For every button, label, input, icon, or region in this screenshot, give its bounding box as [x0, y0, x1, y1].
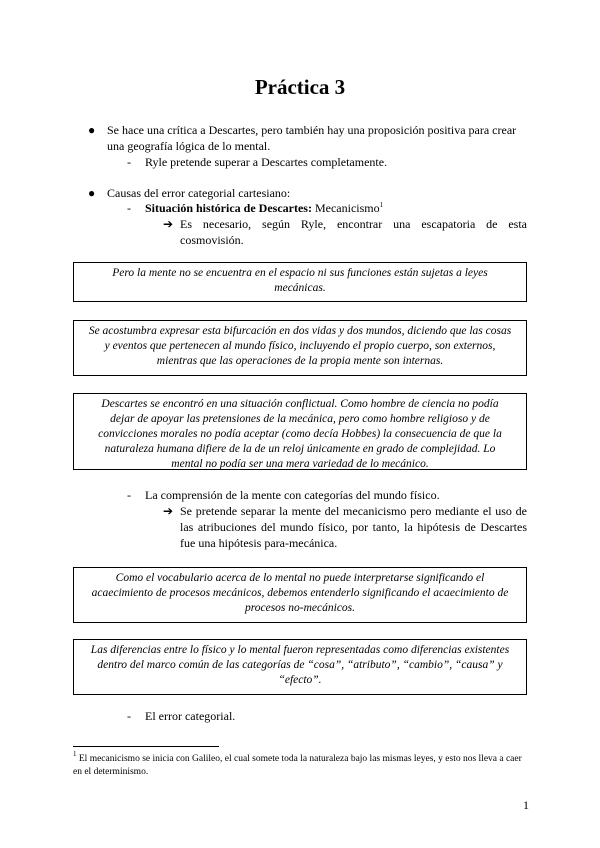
sub-item-ryle: Ryle pretende superar a Descartes completamente.: [145, 155, 388, 169]
sub-item-mechanism: Mecanicismo: [314, 201, 380, 215]
sub-item-comprehension: La comprensión de la mente con categorías del mundo físico.: [145, 488, 440, 502]
sub-item-historical: [145, 200, 530, 216]
bullet-critique-text: Se hace una crítica a Descartes, pero también hay una proposición positiva para crear una geografía lógica de lo mental.: [107, 123, 517, 153]
sub-item-category-error: El error categorial.: [145, 709, 236, 723]
arrow-text-separate: Se pretende separar la mente del mecanicismo pero mediante el uso de las atribuciones del mundo físico, por tanto, la hipótesis de Descartes fue una hipótesis para-mecánica.: [180, 504, 527, 550]
bullet-icon: ●: [88, 123, 96, 137]
dash-icon: -: [127, 488, 131, 502]
bullet-causes-text: Causas del error categorial cartesiano:: [107, 186, 291, 200]
quote-box-1: Pero la mente no se encuentra en el espacio ni sus funciones están sujetas a leyes mecánicas.: [73, 262, 527, 302]
footnote-reference[interactable]: 1: [379, 201, 384, 209]
page-number: 1: [523, 798, 529, 812]
dash-icon: -: [127, 201, 131, 215]
footnote-separator: [73, 746, 219, 747]
dash-icon: -: [127, 155, 131, 169]
page-title: Práctica 3: [254, 75, 346, 99]
quote-box-5: Las diferencias entre lo físico y lo mental fueron representadas como diferencias existentes dentro del marco común de las categorías de “cosa”, “atributo”, “cambio”, “causa” y “efecto”.: [73, 639, 527, 695]
arrow-icon: ➔: [163, 504, 174, 518]
footnote: [73, 750, 527, 779]
footnote-text: El mecanicismo se inicia con Galileo, el cual somete toda la naturaleza bajo las mismas leyes, y esto nos lleva a caer en el determinismo.: [73, 754, 522, 777]
quote-box-3: Descartes se encontró en una situación conflictual. Como hombre de ciencia no podía dejar de apoyar las pretensiones de la mecánica, pero como hombre religioso y de convicciones morales no podía aceptar (como decía Hobbes) la consecuencia de que la naturaleza humana difiere de la de un reloj únicamente en grado de complejidad. Lo mental no podía ser una mera variedad de lo mecánico.: [73, 393, 527, 470]
dash-icon: -: [127, 709, 131, 723]
sub-item-bold-label: Situación histórica de Descartes:: [145, 201, 312, 215]
quote-box-4: Como el vocabulario acerca de lo mental no puede interpretarse significando el acaecimiento de procesos mecánicos, debemos entenderlo significando el acaecimiento de procesos no-mecánicos.: [73, 567, 527, 623]
bullet-icon: ●: [88, 186, 96, 200]
arrow-text-escape: Es necesario, según Ryle, encontrar una escapatoria de esta cosmovisión.: [180, 217, 527, 247]
quote-box-2: Se acostumbra expresar esta bifurcación en dos vidas y dos mundos, diciendo que las cosas y eventos que pertenecen al mundo físico, incluyendo el propio cuerpo, son externos, mientras que las operaciones de la propia mente son internas.: [73, 320, 527, 376]
arrow-icon: ➔: [163, 217, 174, 231]
footnote-mark: 1: [73, 750, 77, 758]
